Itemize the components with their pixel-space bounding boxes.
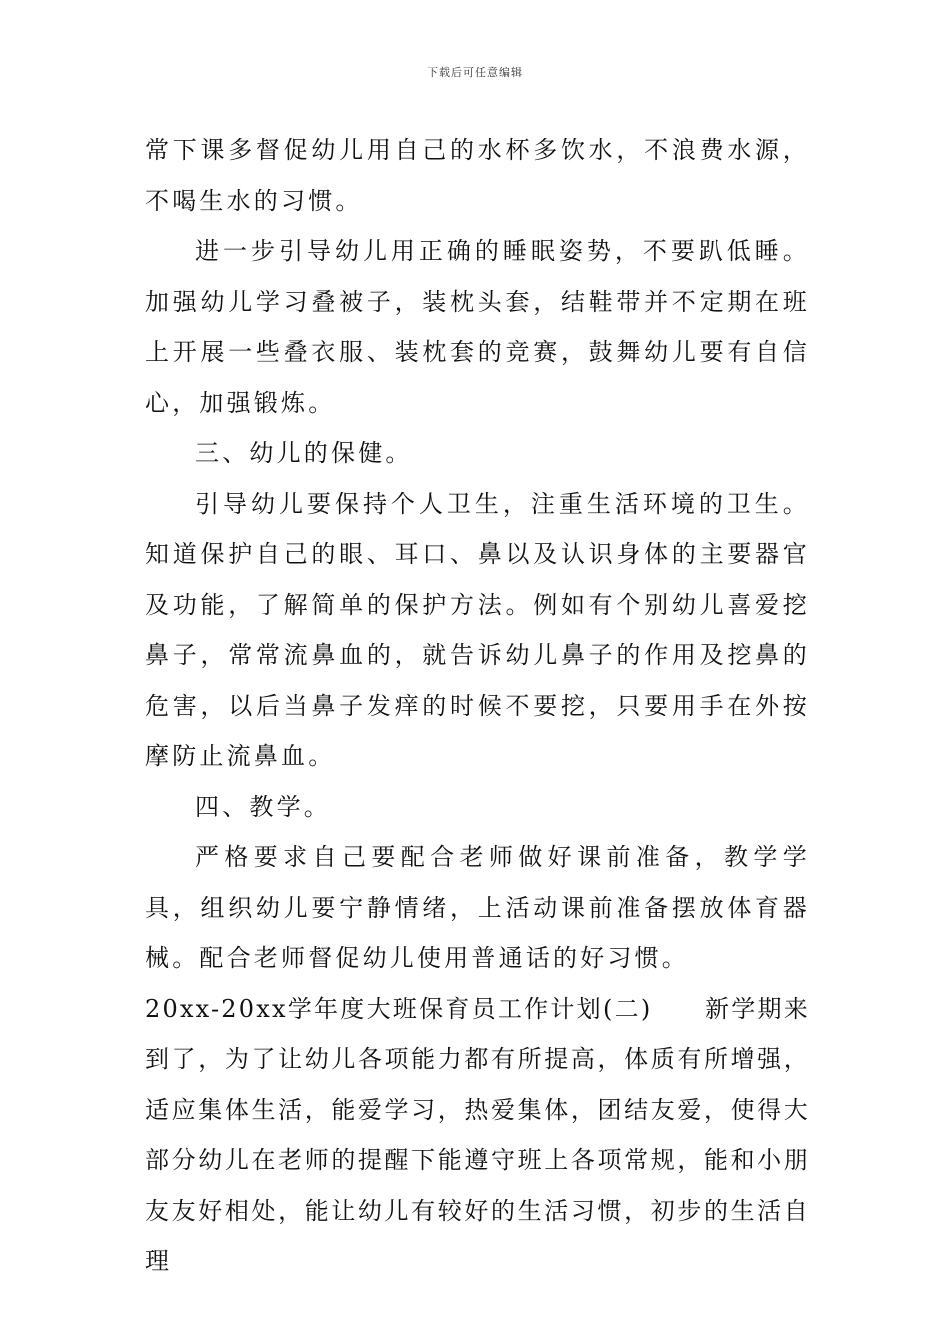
paragraph-sleep-habits: 进一步引导幼儿用正确的睡眠姿势，不要趴低睡。加强幼儿学习叠被子，装枕头套，结鞋带并不定期在班上开展一些叠衣服、装枕套的竞赛，鼓舞幼儿要有自信心，加强锻炼。: [145, 237, 810, 417]
paragraph-hygiene: 引导幼儿要保持个人卫生，注重生活环境的卫生。知道保护自己的眼、耳口、鼻以及认识身体的主要器官及功能，了解简单的保护方法。例如有个别幼儿喜爱挖鼻子，常常流鼻血的，就告诉幼儿鼻子的作用及挖鼻的危害，以后当鼻子发痒的时候不要挖，只要用手在外按摩防止流鼻血。: [145, 489, 810, 770]
paragraph-teaching: 严格要求自己要配合老师做好课前准备，教学学具，组织幼儿要宁静情绪，上活动课前准备摆放体育器械。配合老师督促幼儿使用普通话的好习惯。: [145, 843, 810, 972]
section-heading-health: 三、幼儿的保健。: [195, 439, 413, 467]
page-header: 下载后可任意编辑: [427, 66, 523, 79]
paragraph-drinking-water: 常下课多督促幼儿用自己的水杯多饮水，不浪费水源，不喝生水的习惯。: [145, 136, 810, 215]
paragraph-plan-two: 20xx-20xx学年度大班保育员工作计划(二) 新学期来到了，为了让幼儿各项能力都有所提高，体质有所增强，适应集体生活，能爱学习，热爱集体，团结友爱，使得大部分幼儿在老师的提醒下能遵守班上各项常规，能和小朋友友好相处，能让幼儿有较好的生活习惯，初步的生活自理: [145, 994, 810, 1275]
document-body: [145, 125, 810, 1287]
section-heading-teaching: 四、教学。: [195, 792, 331, 821]
